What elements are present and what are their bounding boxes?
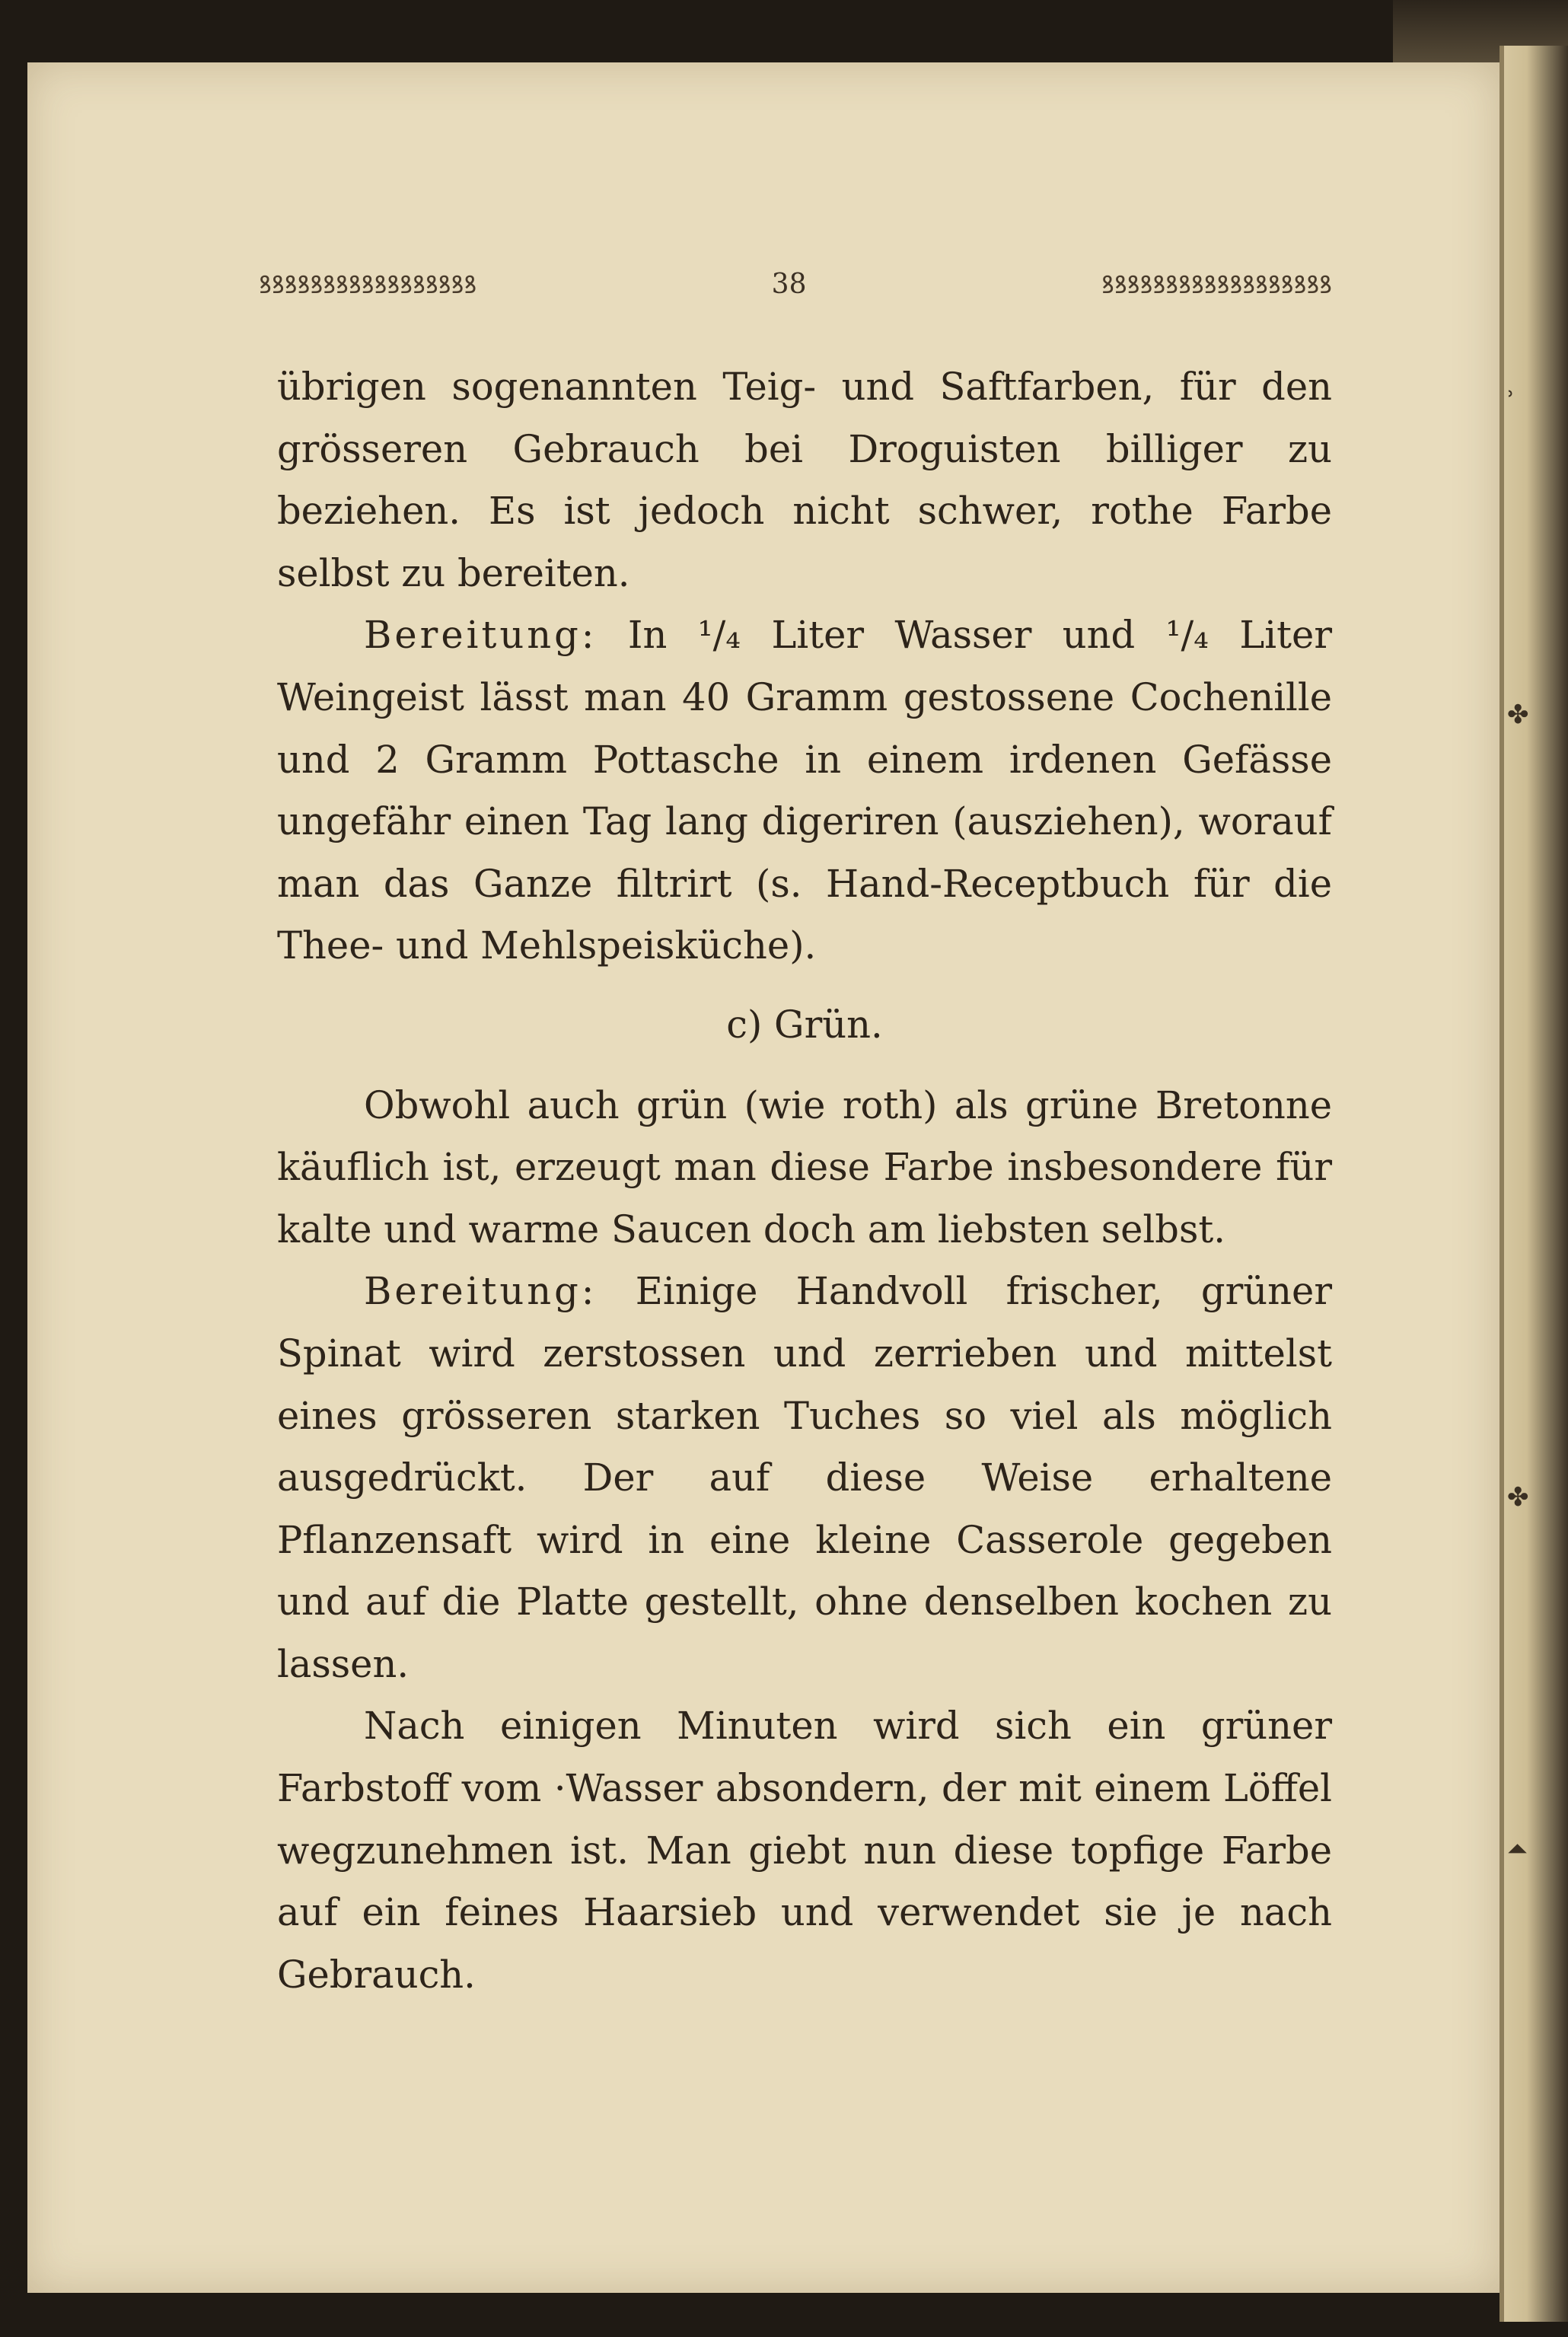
page-fold xyxy=(1499,46,1504,2322)
margin-mark-icon: ˒ xyxy=(1507,380,1515,410)
margin-mark-icon: ✤ xyxy=(1507,700,1529,730)
paragraph-continued: übrigen sogenannten Teig- und Saftfarben, für den grösseren Gebrauch bei Droguisten billiger zu beziehen. Es ist jedoch nicht schwer, rothe Farbe selbst zu bereiten. xyxy=(277,365,1332,595)
page-body xyxy=(277,356,1332,2006)
header-ornament-right: ꝸꝸꝸꝸꝸꝸꝸꝸꝸꝸꝸꝸꝸꝸꝸꝸꝸꝸ xyxy=(1101,269,1332,299)
section-heading: c) Grün. xyxy=(726,1002,883,1047)
margin-mark-icon: ✤ xyxy=(1507,1482,1529,1513)
paragraph-label: Bereitung: xyxy=(364,1269,598,1314)
paragraph-text: In ¹/₄ Liter Wasser und ¹/₄ Liter Weingeist lässt man 40 Gramm gestossene Cochenille und 2 Gramm Pottasche in einem irdenen Gefässe ungefähr einen Tag lang digeriren (ausziehen), worauf man das Ganze filtrirt (s. Hand-Receptbuch für die Thee- und Mehlspeisküche). xyxy=(277,613,1332,968)
paragraph-label: Bereitung: xyxy=(364,613,598,658)
running-header xyxy=(259,265,1332,303)
page-number: 38 xyxy=(771,268,807,300)
paragraph-green-intro: Obwohl auch grün (wie roth) als grüne Bretonne käuflich ist, erzeugt man diese Farbe insbesondere für kalte und warme Saucen doch am liebsten selbst. xyxy=(277,1082,1332,1251)
paragraph-preparation-green xyxy=(277,1261,1332,1695)
margin-mark-icon: ⏶ xyxy=(1507,1834,1528,1864)
header-ornament-left: ꝸꝸꝸꝸꝸꝸꝸꝸꝸꝸꝸꝸꝸꝸꝸꝸꝸ xyxy=(259,269,477,299)
paragraph-preparation-red xyxy=(277,604,1332,977)
paragraph-final: Nach einigen Minuten wird sich ein grüner Farbstoff vom ·Wasser absondern, der mit einem Löffel wegzunehmen ist. Man giebt nun diese topfige Farbe auf ein feines Haarsieb und verwendet sie je nach Gebrauch. xyxy=(277,1704,1332,1997)
paragraph-text: Einige Handvoll frischer, grüner Spinat wird zerstossen und zerrieben und mittelst eines grösseren starken Tuches so viel als möglich ausgedrückt. Der auf diese Weise erhaltene Pflanzensaft wird in eine kleine Casserole gegeben und auf die Platte gestellt, ohne denselben kochen zu lassen. xyxy=(277,1269,1332,1686)
